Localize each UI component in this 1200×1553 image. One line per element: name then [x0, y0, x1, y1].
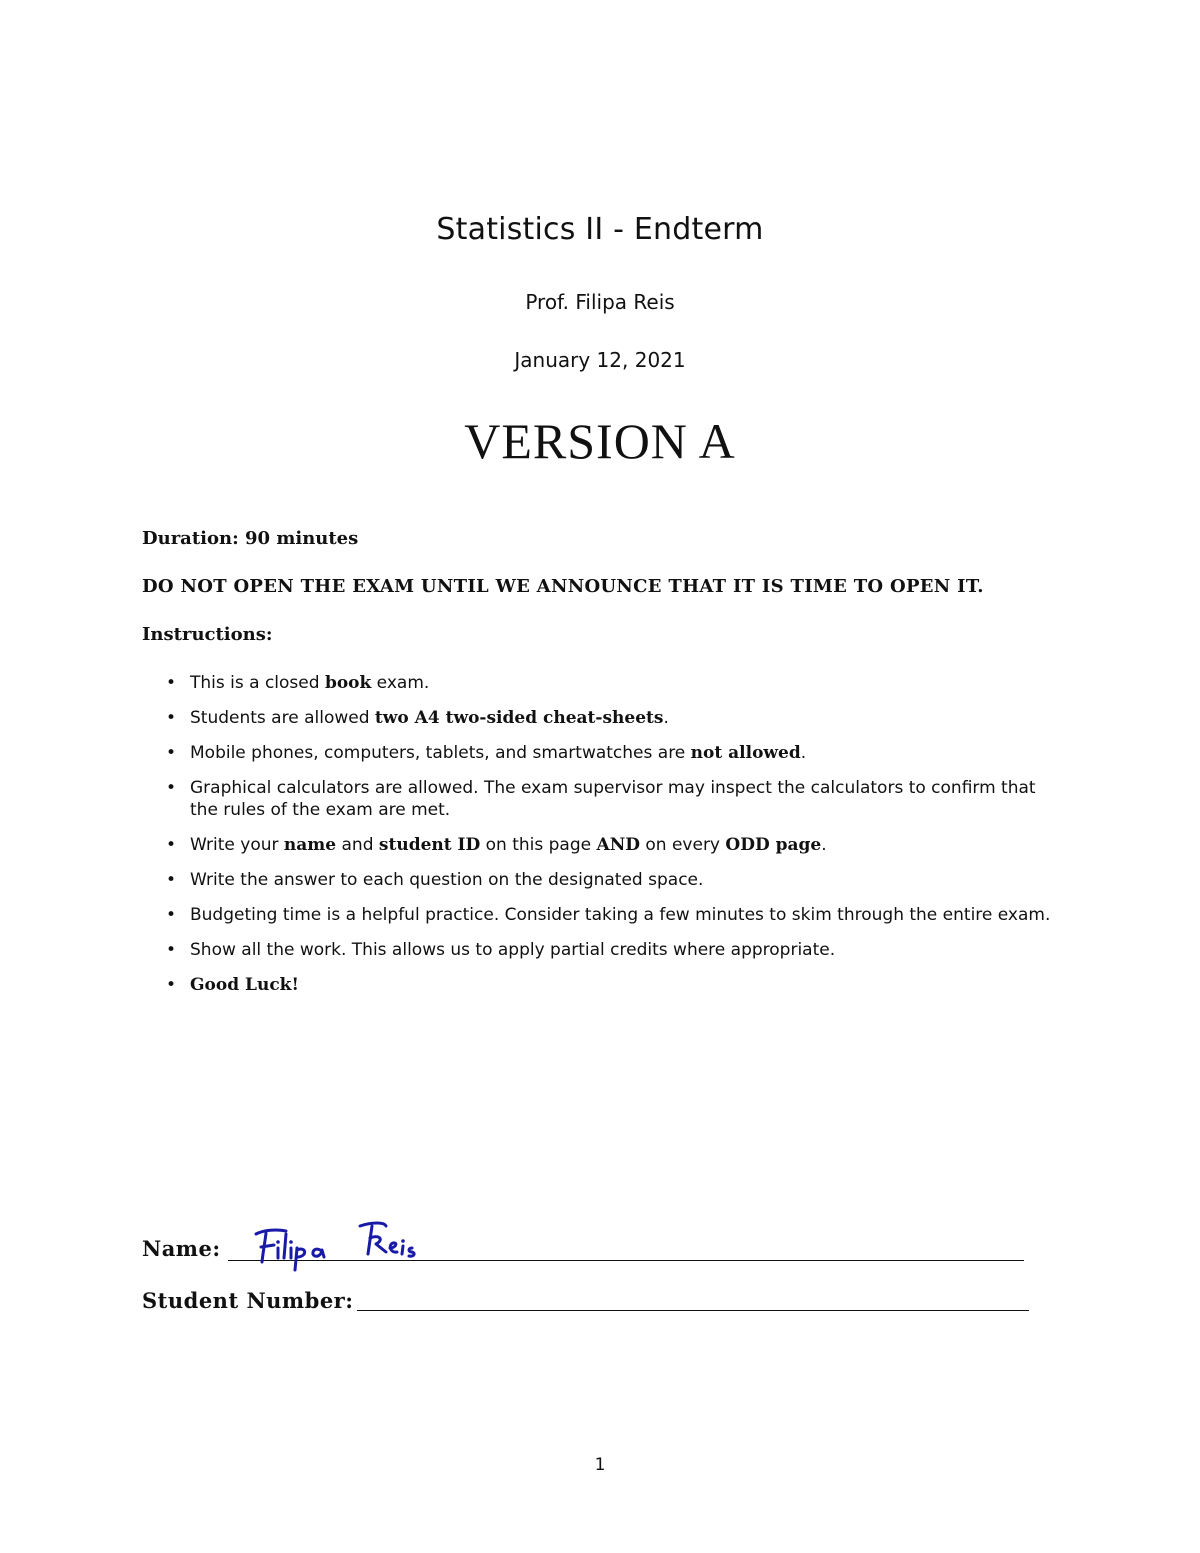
instruction-text: on this page [480, 835, 597, 855]
instruction-item [162, 904, 1067, 926]
bullet-icon: • [166, 778, 177, 798]
instruction-emphasis: student ID [378, 835, 481, 855]
instruction-emphasis: not allowed [690, 743, 801, 763]
name-label: Name: [142, 1236, 221, 1261]
instruction-text: Budgeting time is a helpful practice. Consider taking a few minutes to skim through the entire exam. [190, 905, 1051, 925]
instructions-list [162, 672, 1067, 1009]
handwritten-signature [250, 1212, 430, 1272]
instruction-text: Show all the work. This allows us to apply partial credits where appropriate. [190, 940, 836, 960]
instruction-text: Students are allowed [190, 708, 375, 728]
instruction-item [162, 939, 1067, 961]
bullet-icon: • [166, 870, 177, 890]
instruction-item [162, 869, 1067, 891]
bullet-icon: • [166, 708, 177, 728]
instruction-text: . [800, 743, 807, 763]
instruction-text: Mobile phones, computers, tablets, and smartwatches are [190, 743, 691, 763]
student-number-field-line[interactable] [357, 1310, 1029, 1311]
bullet-icon: • [166, 905, 177, 925]
page-number: 1 [594, 1455, 606, 1475]
instruction-item [162, 672, 1067, 694]
instructions-heading: Instructions: [142, 624, 273, 645]
instruction-item [162, 834, 1067, 856]
professor-name: Prof. Filipa Reis [525, 290, 675, 314]
instruction-emphasis: ODD page [725, 835, 822, 855]
instruction-text: . [821, 835, 827, 855]
bullet-icon: • [166, 940, 177, 960]
instruction-emphasis: AND [596, 835, 640, 855]
bullet-icon: • [166, 743, 177, 763]
student-number-label: Student Number: [142, 1288, 354, 1313]
exam-date: January 12, 2021 [514, 348, 686, 372]
exam-title: Statistics II - Endterm [436, 212, 764, 247]
instruction-text: Write your [190, 835, 284, 855]
instruction-text: Write the answer to each question on the designated space. [190, 870, 704, 890]
instruction-emphasis: book [324, 673, 372, 693]
instruction-item [162, 742, 1067, 764]
instruction-emphasis: Good Luck! [190, 975, 299, 995]
instruction-text: Graphical calculators are allowed. The exam supervisor may inspect the calculators to confirm that the rules of the exam are met. [190, 778, 1036, 820]
instruction-emphasis: two A4 two-sided cheat-sheets [374, 708, 664, 728]
instruction-text: exam. [371, 673, 430, 693]
instruction-text: and [336, 835, 379, 855]
instruction-text: on every [639, 835, 726, 855]
instruction-text: . [663, 708, 669, 728]
instruction-emphasis: name [283, 835, 337, 855]
do-not-open-warning: DO NOT OPEN THE EXAM UNTIL WE ANNOUNCE THAT IT IS TIME TO OPEN IT. [142, 576, 984, 597]
bullet-icon: • [166, 673, 177, 693]
instruction-item [162, 707, 1067, 729]
exam-duration: Duration: 90 minutes [142, 528, 359, 549]
instruction-text: This is a closed [190, 673, 325, 693]
exam-version: VERSION A [464, 413, 736, 469]
instruction-item [162, 777, 1067, 821]
instruction-item [162, 974, 1067, 996]
bullet-icon: • [166, 975, 177, 995]
bullet-icon: • [166, 835, 177, 855]
